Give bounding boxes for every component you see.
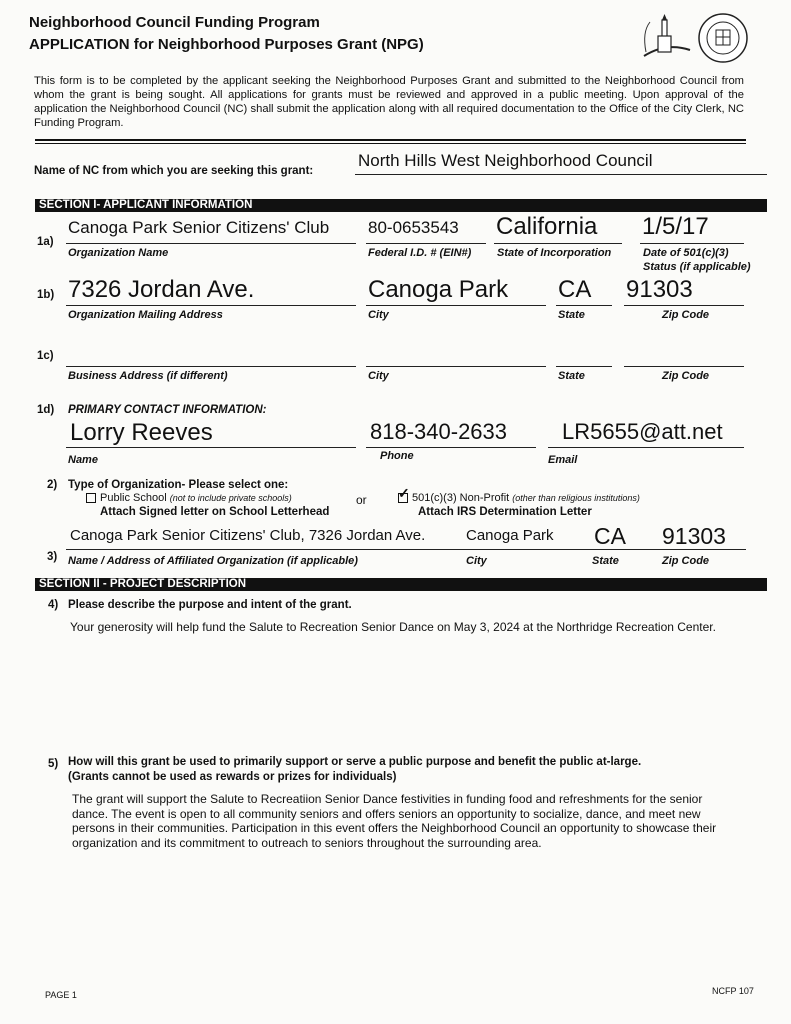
program-title: Neighborhood Council Funding Program bbox=[29, 14, 320, 31]
public-school-note: (not to include private schools) bbox=[169, 493, 292, 503]
mailing-address-label: Organization Mailing Address bbox=[68, 309, 223, 321]
q4-answer[interactable]: Your generosity will help fund the Salute to Recreation Senior Dance on May 3, 2024 at the Northridge Recreation Center. bbox=[70, 620, 716, 634]
date-label: Date of 501(c)(3) bbox=[643, 247, 729, 259]
nonprofit-label: 501(c)(3) Non-Profit bbox=[412, 492, 510, 504]
intro-paragraph: This form is to be completed by the applicant seeking the Neighborhood Purposes Grant and submitted to the Neighborhood Council from whom the grant is being sought. All applications for grants must be reviewed and approved in a public meeting. Upon approval of the application the Neighborhood Council (NC) shall submit the application along with all required documentation to the Office of the City Clerk, NC Funding Program. bbox=[34, 75, 744, 129]
business-state-line[interactable] bbox=[556, 366, 612, 367]
q5-note: (Grants cannot be used as rewards or prizes for individuals) bbox=[68, 771, 397, 783]
date-501c3-value[interactable]: 1/5/17 bbox=[642, 213, 709, 240]
affiliated-label: Name / Address of Affiliated Organization (if applicable) bbox=[68, 555, 358, 567]
zip-label: Zip Code bbox=[662, 309, 710, 321]
contact-name-line bbox=[66, 447, 356, 448]
org-name-line bbox=[66, 243, 356, 244]
state-inc-label: State of Incorporation bbox=[497, 247, 612, 259]
ein-value[interactable]: 80-0653543 bbox=[368, 218, 459, 237]
city-hall-logo-icon bbox=[636, 12, 694, 64]
affiliated-state-value[interactable]: CA bbox=[594, 523, 626, 549]
nonprofit-note: (other than religious institutions) bbox=[512, 493, 640, 503]
nc-name-label: Name of NC from which you are seeking this grant: bbox=[34, 165, 314, 177]
nc-name-value[interactable]: North Hills West Neighborhood Council bbox=[358, 151, 653, 170]
state-inc-line bbox=[494, 243, 622, 244]
q1d-number: 1d) bbox=[37, 404, 55, 416]
zip-line bbox=[624, 305, 744, 306]
section-1-header: SECTION I- APPLICANT INFORMATION bbox=[35, 199, 767, 212]
contact-email-line bbox=[548, 447, 744, 448]
mailing-address-value[interactable]: 7326 Jordan Ave. bbox=[68, 276, 255, 303]
q4-question: Please describe the purpose and intent of the grant. bbox=[68, 599, 352, 611]
page-number: PAGE 1 bbox=[45, 990, 77, 1000]
state-label: State bbox=[558, 309, 585, 321]
business-address-line[interactable] bbox=[66, 366, 356, 367]
business-city-label: City bbox=[368, 370, 389, 382]
q4-number: 4) bbox=[48, 599, 59, 611]
public-school-attach: Attach Signed letter on School Letterhead bbox=[100, 506, 330, 518]
header-rule-thin bbox=[35, 143, 746, 144]
q1c-number: 1c) bbox=[37, 350, 54, 362]
contact-phone-label: Phone bbox=[380, 450, 414, 462]
zip-value[interactable]: 91303 bbox=[626, 276, 693, 303]
org-name-value[interactable]: Canoga Park Senior Citizens' Club bbox=[68, 218, 330, 237]
affiliated-city-label: City bbox=[466, 555, 487, 567]
public-school-checkbox[interactable] bbox=[86, 493, 96, 503]
q5-question: How will this grant be used to primarily support or serve a public purpose and benefit the public at-large. bbox=[68, 756, 642, 768]
affiliated-city-value[interactable]: Canoga Park bbox=[466, 527, 554, 544]
q1a-number: 1a) bbox=[37, 236, 54, 248]
nonprofit-attach: Attach IRS Determination Letter bbox=[418, 506, 592, 518]
section-2-header: SECTION II - PROJECT DESCRIPTION bbox=[35, 578, 767, 591]
checkmark-icon: ✓ bbox=[398, 485, 410, 502]
date-line bbox=[640, 243, 744, 244]
affiliated-state-label: State bbox=[592, 555, 619, 567]
city-label: City bbox=[368, 309, 389, 321]
q5-answer[interactable]: The grant will support the Salute to Recreatiion Senior Dance festivities in funding food and refreshments for the senior dance. The event is open to all community seniors and offers seniors an opportunity to socialize, dance, and meet new persons in their communities. Participation in this event offers the Neighborhood Council an opportunity to showcase their organization and its commitment to outreach to seniors throughout the surrounding area. bbox=[72, 792, 717, 850]
business-city-line[interactable] bbox=[366, 366, 546, 367]
q3-number: 3) bbox=[47, 551, 58, 563]
city-line bbox=[366, 305, 546, 306]
form-id: NCFP 107 bbox=[712, 986, 754, 996]
business-address-label: Business Address (if different) bbox=[68, 370, 228, 382]
state-inc-value[interactable]: California bbox=[496, 213, 598, 240]
business-state-label: State bbox=[558, 370, 585, 382]
affiliated-zip-value[interactable]: 91303 bbox=[662, 523, 726, 549]
nc-name-line bbox=[355, 174, 767, 175]
application-title: APPLICATION for Neighborhood Purposes Grant (NPG) bbox=[29, 36, 424, 53]
city-seal-icon bbox=[697, 12, 749, 64]
q5-number: 5) bbox=[48, 758, 59, 770]
business-zip-label: Zip Code bbox=[662, 370, 710, 382]
org-type-title: Type of Organization- Please select one: bbox=[68, 479, 289, 491]
nonprofit-checkbox[interactable] bbox=[398, 485, 410, 503]
contact-name-label: Name bbox=[68, 454, 98, 466]
ein-label: Federal I.D. # (EIN#) bbox=[368, 247, 472, 259]
ein-line bbox=[366, 243, 486, 244]
header-rule bbox=[35, 139, 746, 141]
org-name-label: Organization Name bbox=[68, 247, 169, 259]
affiliated-org-value[interactable]: Canoga Park Senior Citizens' Club, 7326 Jordan Ave. bbox=[70, 527, 426, 544]
option-public-school[interactable] bbox=[86, 492, 292, 504]
mailing-address-line bbox=[66, 305, 356, 306]
state-line bbox=[556, 305, 612, 306]
primary-contact-title: PRIMARY CONTACT INFORMATION: bbox=[68, 404, 267, 416]
affiliated-line bbox=[66, 549, 746, 550]
business-zip-line[interactable] bbox=[624, 366, 744, 367]
state-value[interactable]: CA bbox=[558, 276, 592, 303]
public-school-label: Public School bbox=[100, 492, 167, 504]
contact-phone-value[interactable]: 818-340-2633 bbox=[370, 419, 508, 444]
affiliated-zip-label: Zip Code bbox=[662, 555, 710, 567]
contact-name-value[interactable]: Lorry Reeves bbox=[70, 419, 213, 446]
option-nonprofit[interactable] bbox=[398, 485, 640, 504]
q2-number: 2) bbox=[47, 479, 58, 491]
city-value[interactable]: Canoga Park bbox=[368, 276, 509, 303]
q1b-number: 1b) bbox=[37, 289, 55, 301]
contact-email-value[interactable]: LR5655@att.net bbox=[562, 419, 723, 444]
or-label: or bbox=[356, 493, 367, 507]
contact-email-label: Email bbox=[548, 454, 578, 466]
status-label: Status (if applicable) bbox=[643, 261, 751, 273]
contact-phone-line bbox=[366, 447, 536, 448]
